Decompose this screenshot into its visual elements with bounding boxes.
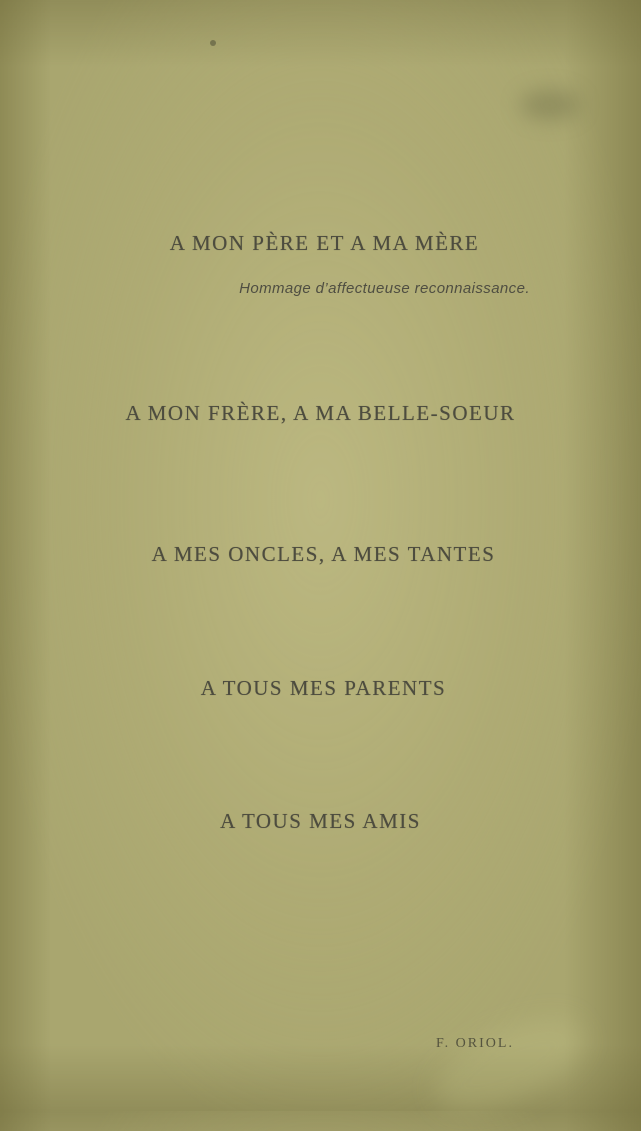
dedication-brother: A MON FRÈRE, A MA BELLE-SOEUR [125, 401, 516, 425]
dedication-parents: A MON PÈRE ET A MA MÈRE [169, 231, 480, 255]
dedication-friends: A TOUS MES AMIS [220, 809, 421, 833]
dedication-relatives: A TOUS MES PARENTS [200, 676, 447, 700]
dedication-uncles-aunts: A MES ONCLES, A MES TANTES [151, 542, 496, 566]
paper-stain [520, 90, 580, 120]
author-signature: F. ORIOL. [436, 1036, 514, 1051]
dedication-subtitle: Hommage d’affectueuse reconnaissance. [239, 280, 530, 297]
paper-speck [210, 40, 216, 46]
